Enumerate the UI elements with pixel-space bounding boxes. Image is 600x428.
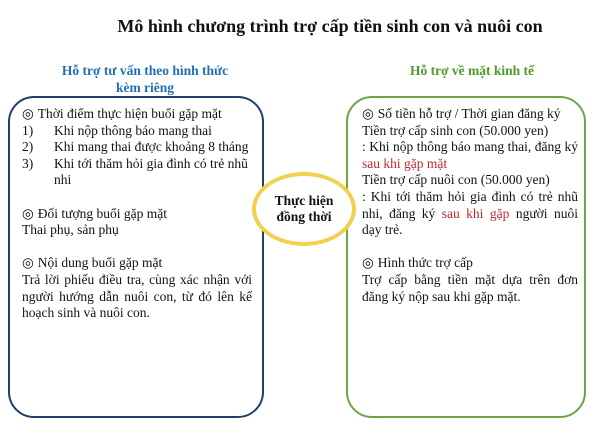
birth-allowance-timing: : Khi nộp thông báo mang thai, đăng ký sau khi gặp mặt: [362, 139, 578, 171]
left-panel-body: [22, 106, 252, 322]
right-panel-body: [362, 106, 578, 305]
meeting-timing-list: [22, 123, 252, 189]
left-section-content-text: Trả lời phiếu điều tra, cùng xác nhận với người hướng dẫn nuôi con, từ đó lên kế hoạch sinh và nuôi con.: [22, 271, 252, 321]
double-circle-icon: ◎: [22, 106, 34, 121]
right-panel-heading: Hỗ trợ về mặt kinh tế: [386, 62, 558, 79]
highlight-text: sau khi gặp: [441, 205, 510, 221]
right-section-form-text: Trợ cấp bằng tiền mặt dựa trên đơn đăng ký nộp sau khi gặp mặt.: [362, 271, 578, 304]
left-section-content-title: ◎ Nội dung buổi gặp mặt: [22, 255, 163, 271]
left-section-timing-title: ◎ Thời điểm thực hiện buổi gặp mặt: [22, 106, 222, 121]
left-panel-heading: Hỗ trợ tư vấn theo hình thức kèm riêng: [44, 62, 246, 96]
circle-label: Thực hiện đồng thời: [274, 193, 334, 224]
diagram-title: Mô hình chương trình trợ cấp tiền sinh con và nuôi con: [117, 16, 543, 36]
list-item: 2) Khi mang thai được khoảng 8 tháng: [22, 139, 249, 155]
left-section-target-title: ◎ Đối tượng buổi gặp mặt: [22, 205, 167, 221]
list-item: 3) Khi tới thăm hỏi gia đình có trẻ nhũ nhi: [22, 155, 248, 188]
left-section-target-text: Thai phụ, sản phụ: [22, 222, 119, 238]
double-circle-icon: ◎: [362, 255, 374, 271]
double-circle-icon: ◎: [22, 255, 34, 271]
highlight-text: sau khi gặp mặt: [362, 155, 448, 171]
birth-allowance-amount: Tiền trợ cấp sinh con (50.000 yen): [362, 122, 549, 138]
simultaneous-implementation-circle: [252, 172, 356, 246]
right-section-form-title: ◎ Hình thức trợ cấp: [362, 255, 473, 271]
double-circle-icon: ◎: [22, 205, 34, 221]
list-item: 1) Khi nộp thông báo mang thai: [22, 122, 212, 138]
right-section-amount-title: ◎ Số tiền hỗ trợ / Thời gian đăng ký: [362, 106, 561, 121]
childcare-allowance-amount: Tiền trợ cấp nuôi con (50.000 yen): [362, 172, 550, 188]
childcare-allowance-timing: : Khi tới thăm hỏi gia đình có trẻ nhũ nhi, đăng ký sau khi gặp người nuôi dạy trẻ.: [362, 188, 578, 238]
double-circle-icon: ◎: [362, 106, 374, 121]
